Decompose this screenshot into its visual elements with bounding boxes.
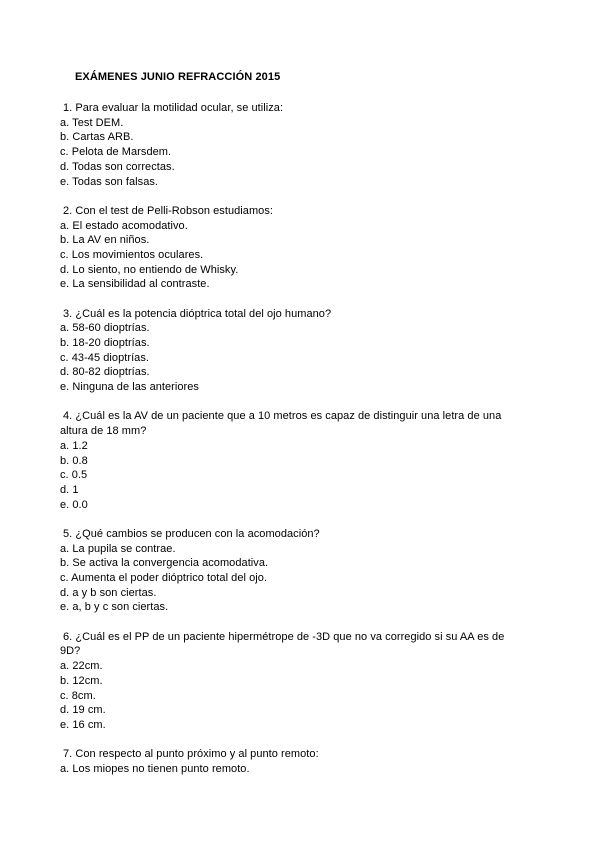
question-stem-line: 3. ¿Cuál es la potencia dióptrica total del ojo humano? (63, 307, 332, 320)
question-stem (60, 409, 540, 438)
answer-option: b. La AV en niños. (60, 234, 150, 247)
answer-option: a. Test DEM. (60, 116, 124, 129)
question-stem (60, 630, 540, 659)
answer-option: a. 1.2 (60, 439, 88, 452)
question-stem-line: 7. Con respecto al punto próximo y al punto remoto: (63, 748, 319, 761)
question-stem-line: 4. ¿Cuál es la AV de un paciente que a 10 metros es capaz de distinguir una letra de una (63, 410, 502, 423)
question-2 (60, 204, 540, 292)
answer-option: a. 22cm. (60, 660, 103, 673)
question-7 (60, 747, 540, 776)
question-stem (60, 204, 540, 219)
answer-option: d. Todas son correctas. (60, 160, 175, 173)
answer-option: e. Ninguna de las anteriores (60, 381, 199, 394)
answer-option: e. 0.0 (60, 498, 88, 511)
answer-option: b. 0.8 (60, 454, 88, 467)
answer-option: c. Pelota de Marsdem. (60, 146, 172, 159)
answer-option: e. 16 cm. (60, 718, 106, 731)
answer-option: d. Lo siento, no entiendo de Whisky. (60, 263, 239, 276)
question-stem (60, 527, 540, 542)
answer-option: e. Todas son falsas. (60, 175, 159, 188)
question-3 (60, 307, 540, 395)
question-list (60, 101, 540, 791)
answer-option: b. Cartas ARB. (60, 131, 134, 144)
answer-option: b. 18-20 dioptrías. (60, 337, 150, 350)
answer-option: d. 1 (60, 483, 79, 496)
question-1 (60, 101, 540, 189)
answer-option: e. a, b y c son ciertas. (60, 601, 169, 614)
answer-option: c. 8cm. (60, 689, 96, 702)
answer-option: b. 12cm. (60, 674, 103, 687)
question-6 (60, 630, 540, 733)
answer-option: e. La sensibilidad al contraste. (60, 278, 210, 291)
question-stem-line: 5. ¿Qué cambios se producen con la acomodación? (63, 527, 320, 540)
answer-option: d. 19 cm. (60, 704, 106, 717)
question-stem-line: 1. Para evaluar la motilidad ocular, se utiliza: (63, 102, 284, 114)
answer-option: a. La pupila se contrae. (60, 542, 176, 555)
question-stem (60, 747, 540, 762)
answer-option: c. Aumenta el poder dióptrico total del ojo. (60, 572, 268, 585)
question-stem-line: 9D? (60, 645, 81, 658)
question-stem (60, 307, 540, 322)
answer-option: c. Los movimientos oculares. (60, 248, 204, 261)
question-stem-line: 2. Con el test de Pelli-Robson estudiamos: (63, 204, 273, 217)
answer-option: d. a y b son ciertas. (60, 586, 157, 599)
question-4 (60, 409, 540, 512)
question-stem-line: altura de 18 mm? (60, 425, 147, 438)
page-title: EXÁMENES JUNIO REFRACCIÓN 2015 (75, 71, 281, 83)
question-5 (60, 527, 540, 615)
question-stem-line: 6. ¿Cuál es el PP de un paciente hipermétrope de -3D que no va corregido si su AA es de (63, 630, 505, 643)
answer-option: a. El estado acomodativo. (60, 219, 188, 232)
answer-option: c. 43-45 dioptrías. (60, 351, 149, 364)
question-stem (60, 101, 540, 116)
answer-option: a. Los miopes no tienen punto remoto. (60, 762, 250, 775)
answer-option: b. Se activa la convergencia acomodativa. (60, 557, 269, 570)
answer-option: a. 58-60 dioptrías. (60, 322, 150, 335)
answer-option: d. 80-82 dioptrías. (60, 366, 150, 379)
answer-option: c. 0.5 (60, 469, 88, 482)
